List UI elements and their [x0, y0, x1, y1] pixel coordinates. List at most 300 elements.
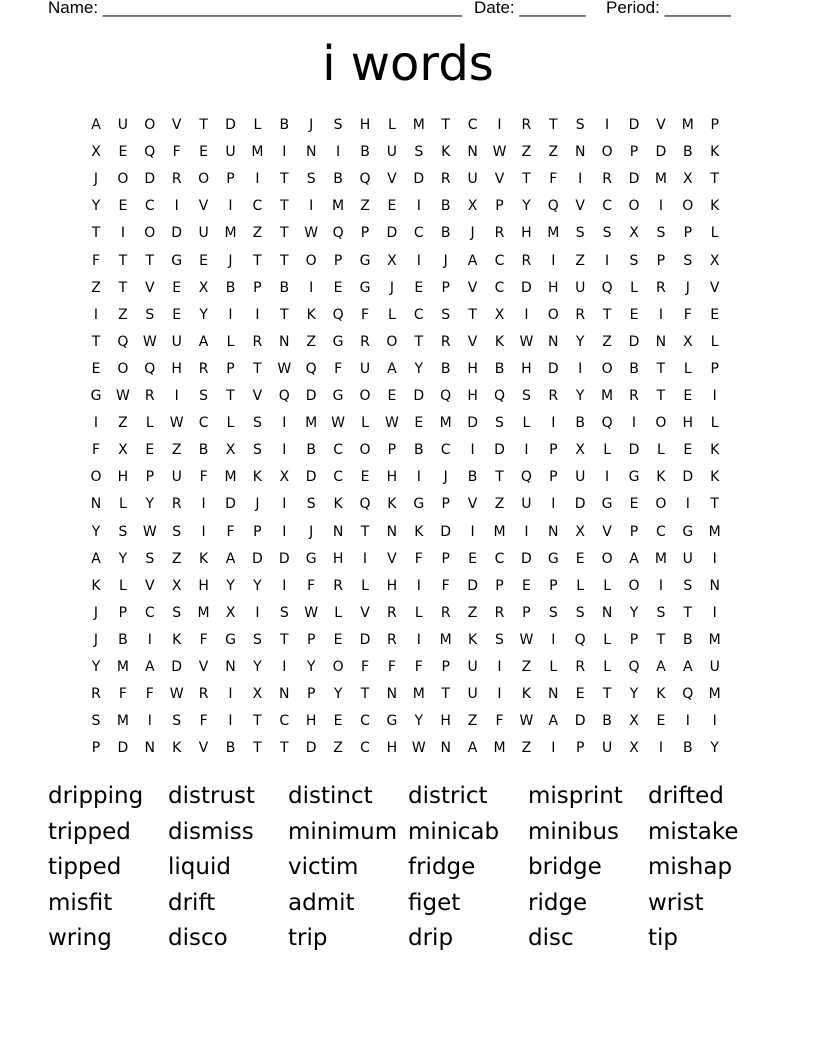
grid-letter: O	[601, 550, 613, 567]
grid-letter: R	[521, 117, 532, 133]
grid-letter: Q	[278, 388, 290, 404]
grid-letter: E	[414, 279, 424, 296]
grid-letter: P	[629, 523, 639, 540]
grid-letter: Z	[360, 198, 370, 215]
grid-letter: K	[199, 550, 209, 567]
grid-letter: Q	[332, 306, 344, 323]
grid-letter: X	[387, 252, 397, 269]
grid-letter: Z	[602, 333, 612, 350]
grid-letter: I	[93, 415, 99, 432]
grid-letter: Y	[199, 306, 208, 323]
grid-letter: D	[494, 442, 505, 459]
grid-letter: S	[118, 523, 128, 540]
grid-letter: B	[682, 631, 693, 648]
grid-letter: C	[360, 740, 370, 757]
grid-letter: A	[145, 659, 155, 675]
grid-letter: Q	[601, 415, 613, 432]
word-bank-item: dripping	[48, 783, 144, 809]
grid-letter: O	[90, 469, 102, 486]
grid-letter: Y	[522, 198, 531, 215]
grid-letter: F	[414, 659, 423, 675]
word-bank-item: drip	[408, 925, 454, 952]
grid-letter: C	[252, 198, 263, 215]
grid-letter: I	[685, 713, 690, 730]
grid-letter: M	[412, 117, 425, 133]
grid-letter: I	[524, 306, 529, 323]
grid-letter: C	[494, 550, 505, 567]
grid-letter: G	[601, 496, 613, 513]
grid-letter: F	[226, 523, 235, 540]
grid-letter: Y	[91, 523, 101, 540]
grid-letter: A	[467, 740, 478, 757]
grid-letter: I	[605, 252, 610, 269]
grid-letter: K	[494, 333, 505, 350]
grid-letter: P	[495, 577, 504, 594]
grid-letter: B	[413, 442, 424, 459]
grid-letter: D	[225, 496, 236, 513]
grid-letter: M	[547, 225, 560, 242]
grid-letter: A	[656, 659, 666, 675]
grid-letter: P	[441, 279, 450, 296]
grid-letter: I	[551, 415, 556, 432]
grid-letter: V	[198, 740, 209, 757]
grid-letter: I	[147, 713, 152, 730]
grid-letter: G	[171, 252, 183, 269]
grid-letter: T	[280, 225, 289, 242]
grid-letter: I	[497, 659, 502, 675]
grid-letter: T	[280, 171, 289, 188]
grid-letter: U	[601, 740, 613, 757]
grid-letter: I	[228, 713, 233, 730]
grid-letter: X	[629, 713, 639, 730]
grid-letter: X	[171, 577, 182, 594]
grid-letter: S	[145, 550, 155, 567]
grid-letter: J	[93, 631, 99, 648]
grid-letter: Y	[253, 659, 262, 675]
grid-letter: C	[333, 469, 343, 486]
grid-letter: F	[199, 469, 208, 486]
grid-letter: Y	[414, 360, 424, 377]
grid-letter: I	[658, 306, 663, 323]
grid-letter: N	[440, 740, 451, 757]
word-bank-item: figet	[408, 889, 461, 916]
grid-letter: K	[414, 523, 424, 540]
grid-letter: T	[91, 333, 101, 350]
grid-letter: O	[144, 225, 156, 242]
grid-letter: J	[685, 279, 690, 296]
grid-letter: Z	[521, 144, 532, 161]
grid-letter: R	[387, 631, 397, 648]
grid-letter: Q	[359, 171, 371, 188]
grid-letter: Z	[333, 740, 343, 757]
grid-letter: N	[144, 740, 156, 757]
grid-letter: L	[549, 659, 558, 675]
grid-letter: E	[91, 360, 101, 377]
grid-letter: B	[467, 469, 478, 486]
grid-letter: T	[710, 171, 719, 188]
grid-letter: R	[629, 388, 639, 404]
grid-letter: V	[467, 496, 478, 513]
grid-letter: R	[360, 333, 370, 350]
grid-letter: I	[201, 496, 206, 513]
grid-letter: T	[549, 117, 558, 133]
grid-letter: C	[494, 279, 505, 296]
grid-letter: S	[333, 117, 343, 133]
grid-letter: U	[521, 496, 532, 513]
grid-letter: L	[603, 442, 611, 459]
grid-letter: P	[549, 469, 558, 486]
grid-letter: J	[255, 496, 260, 513]
grid-letter: P	[118, 604, 128, 621]
grid-letter: I	[282, 496, 287, 513]
grid-letter: I	[201, 523, 206, 540]
grid-letter: U	[198, 225, 209, 242]
word-bank-item: wring	[48, 925, 112, 952]
grid-letter: Q	[117, 333, 129, 350]
grid-letter: G	[225, 631, 236, 648]
grid-letter: N	[548, 523, 559, 540]
grid-letter: X	[225, 604, 236, 621]
grid-letter: D	[413, 388, 425, 404]
grid-letter: T	[253, 740, 262, 757]
grid-letter: L	[710, 225, 719, 242]
grid-letter: M	[493, 740, 506, 757]
grid-letter: U	[359, 360, 371, 377]
grid-letter: F	[360, 659, 370, 675]
grid-letter: B	[602, 713, 612, 730]
grid-letter: H	[682, 415, 694, 432]
grid-letter: D	[171, 659, 183, 675]
grid-letter: E	[118, 144, 128, 161]
grid-letter: D	[413, 171, 425, 188]
grid-letter: I	[228, 198, 233, 215]
grid-letter: I	[255, 306, 260, 323]
word-bank-item: drift	[168, 889, 216, 916]
grid-letter: U	[117, 117, 129, 133]
grid-letter: S	[252, 442, 262, 459]
grid-letter: A	[683, 659, 693, 675]
grid-letter: B	[333, 171, 343, 188]
grid-letter: E	[575, 686, 585, 703]
grid-letter: B	[198, 442, 209, 459]
grid-letter: M	[601, 388, 614, 404]
grid-letter: Z	[521, 740, 532, 757]
grid-letter: U	[467, 659, 478, 675]
grid-letter: G	[547, 550, 559, 567]
grid-letter: I	[174, 198, 179, 215]
grid-letter: Z	[575, 252, 585, 269]
grid-letter: E	[414, 415, 424, 432]
grid-letter: K	[333, 496, 343, 513]
grid-letter: G	[386, 713, 398, 730]
grid-letter: E	[629, 496, 639, 513]
grid-letter: Y	[118, 550, 128, 567]
grid-letter: B	[225, 740, 236, 757]
grid-letter: H	[521, 360, 532, 377]
grid-letter: W	[492, 144, 507, 161]
grid-letter: F	[360, 306, 370, 323]
grid-letter: K	[172, 740, 182, 757]
grid-letter: S	[683, 577, 693, 594]
grid-letter: D	[521, 279, 532, 296]
grid-letter: E	[360, 469, 370, 486]
grid-letter: M	[224, 225, 237, 242]
grid-letter: P	[629, 144, 639, 161]
grid-letter: D	[305, 388, 317, 404]
grid-letter: H	[332, 550, 344, 567]
grid-letter: V	[387, 550, 397, 567]
word-bank-item: distrust	[168, 783, 256, 809]
grid-letter: V	[145, 577, 155, 594]
grid-letter: B	[118, 631, 128, 648]
grid-letter: M	[116, 659, 129, 675]
grid-letter: I	[336, 144, 341, 161]
grid-letter: K	[387, 496, 397, 513]
grid-letter: V	[575, 198, 585, 215]
grid-letter: R	[656, 279, 666, 296]
grid-letter: Q	[440, 388, 452, 404]
grid-letter: C	[602, 198, 612, 215]
grid-letter: T	[656, 360, 666, 377]
grid-letter: A	[548, 713, 559, 730]
grid-letter: L	[361, 577, 369, 594]
grid-letter: I	[712, 604, 717, 621]
grid-letter: M	[654, 550, 667, 567]
grid-letter: T	[253, 713, 262, 730]
grid-letter: L	[361, 415, 369, 432]
grid-letter: V	[198, 659, 209, 675]
grid-letter: F	[387, 659, 396, 675]
grid-letter: G	[359, 252, 371, 269]
grid-letter: I	[685, 496, 690, 513]
grid-letter: F	[683, 306, 692, 323]
grid-letter: V	[171, 117, 182, 133]
grid-letter: Z	[467, 713, 478, 730]
grid-letter: H	[467, 360, 478, 377]
grid-letter: X	[494, 306, 505, 323]
grid-letter: R	[548, 388, 559, 404]
grid-letter: P	[441, 550, 450, 567]
grid-letter: T	[91, 225, 101, 242]
grid-letter: E	[333, 631, 343, 648]
name-field-label: Name: ______________________________________	[48, 0, 463, 17]
grid-letter: E	[172, 306, 182, 323]
grid-letter: N	[225, 659, 236, 675]
grid-letter: P	[333, 252, 343, 269]
grid-letter: W	[304, 225, 319, 242]
grid-letter: O	[359, 442, 371, 459]
grid-letter: S	[495, 415, 504, 432]
grid-letter: T	[253, 252, 262, 269]
word-bank-item: minicab	[408, 818, 500, 845]
grid-letter: P	[495, 198, 504, 215]
grid-letter: E	[387, 198, 397, 215]
grid-letter: E	[333, 279, 343, 296]
grid-letter: K	[306, 306, 316, 323]
grid-letter: C	[440, 442, 451, 459]
grid-letter: O	[601, 144, 613, 161]
word-bank-item: victim	[288, 854, 359, 881]
grid-letter: R	[198, 360, 209, 377]
grid-letter: T	[280, 631, 289, 648]
word-bank-item: ridge	[528, 889, 588, 916]
grid-letter: L	[414, 604, 423, 621]
grid-letter: T	[253, 360, 262, 377]
grid-letter: P	[549, 442, 558, 459]
grid-letter: O	[359, 388, 371, 404]
grid-letter: I	[524, 523, 529, 540]
grid-letter: D	[521, 550, 532, 567]
word-bank-item: wrist	[648, 889, 704, 916]
grid-letter: S	[656, 225, 666, 242]
grid-letter: N	[90, 496, 102, 513]
grid-letter: I	[282, 415, 287, 432]
grid-letter: Y	[575, 333, 585, 350]
grid-letter: I	[416, 252, 421, 269]
grid-letter: D	[386, 225, 398, 242]
grid-letter: Y	[253, 577, 262, 594]
word-bank-item: distinct	[288, 783, 373, 809]
grid-letter: C	[144, 198, 155, 215]
grid-letter: J	[443, 252, 448, 269]
grid-letter: Z	[91, 279, 101, 296]
grid-letter: P	[253, 523, 262, 540]
grid-letter: R	[333, 577, 343, 594]
grid-letter: M	[681, 117, 694, 133]
grid-letter: S	[575, 604, 585, 621]
grid-letter: S	[252, 631, 262, 648]
grid-letter: T	[710, 496, 719, 513]
grid-letter: T	[602, 686, 612, 703]
grid-letter: W	[142, 523, 157, 540]
grid-letter: J	[309, 523, 314, 540]
word-bank-item: tripped	[48, 818, 131, 845]
grid-letter: M	[332, 198, 345, 215]
grid-letter: R	[521, 252, 532, 269]
grid-letter: R	[440, 333, 451, 350]
grid-letter: I	[658, 198, 663, 215]
grid-letter: S	[575, 225, 585, 242]
grid-letter: S	[575, 117, 585, 133]
grid-letter: I	[605, 469, 610, 486]
grid-letter: R	[440, 171, 451, 188]
grid-letter: C	[279, 713, 290, 730]
grid-letter: Y	[333, 686, 343, 703]
grid-letter: T	[280, 252, 289, 269]
grid-letter: N	[279, 686, 290, 703]
grid-letter: M	[654, 171, 667, 188]
grid-letter: K	[172, 631, 182, 648]
grid-letter: D	[682, 469, 694, 486]
grid-letter: I	[470, 442, 475, 459]
word-bank-item: fridge	[408, 854, 476, 881]
grid-letter: L	[387, 306, 396, 323]
grid-letter: A	[225, 550, 236, 567]
grid-letter: I	[658, 577, 663, 594]
grid-letter: F	[172, 144, 181, 161]
grid-letter: L	[683, 360, 692, 377]
grid-letter: D	[144, 171, 156, 188]
word-bank-item: mishap	[648, 854, 733, 881]
grid-letter: Z	[252, 225, 263, 242]
grid-letter: S	[91, 713, 101, 730]
grid-letter: N	[709, 577, 720, 594]
grid-letter: H	[305, 713, 317, 730]
grid-letter: U	[575, 279, 586, 296]
grid-letter: Q	[144, 360, 156, 377]
grid-letter: E	[118, 198, 128, 215]
grid-letter: S	[199, 388, 209, 404]
grid-letter: I	[309, 279, 314, 296]
word-bank-item: misfit	[48, 889, 113, 916]
grid-letter: R	[494, 225, 505, 242]
grid-letter: O	[655, 415, 667, 432]
grid-letter: M	[493, 523, 506, 540]
grid-letter: I	[282, 659, 287, 675]
grid-letter: P	[226, 171, 235, 188]
grid-letter: M	[439, 415, 452, 432]
grid-letter: T	[199, 117, 208, 133]
grid-letter: P	[441, 496, 450, 513]
grid-letter: U	[467, 171, 478, 188]
grid-letter: S	[656, 604, 666, 621]
grid-letter: I	[551, 631, 556, 648]
grid-letter: A	[467, 252, 478, 269]
word-bank-item: drifted	[648, 783, 724, 809]
grid-letter: F	[549, 171, 558, 188]
grid-letter: D	[628, 442, 640, 459]
grid-letter: T	[118, 279, 128, 296]
grid-letter: S	[172, 713, 182, 730]
grid-letter: S	[252, 415, 262, 432]
grid-letter: J	[389, 279, 394, 296]
grid-letter: L	[656, 442, 665, 459]
grid-letter: Q	[682, 686, 694, 703]
grid-letter: N	[467, 144, 478, 161]
grid-letter: D	[117, 740, 129, 757]
grid-letter: H	[386, 469, 398, 486]
grid-letter: E	[145, 442, 155, 459]
grid-letter: E	[387, 388, 397, 404]
grid-letter: D	[574, 713, 586, 730]
grid-letter: Z	[171, 442, 182, 459]
grid-letter: D	[305, 469, 317, 486]
grid-letter: I	[631, 415, 637, 432]
grid-letter: P	[710, 360, 719, 377]
grid-letter: O	[628, 577, 640, 594]
grid-letter: R	[144, 388, 155, 404]
grid-letter: S	[602, 225, 612, 242]
grid-letter: M	[197, 604, 210, 621]
grid-letter: T	[280, 198, 289, 215]
grid-letter: P	[575, 740, 585, 757]
grid-letter: Y	[629, 604, 639, 621]
grid-letter: L	[710, 333, 719, 350]
grid-letter: R	[575, 306, 586, 323]
grid-letter: I	[551, 252, 556, 269]
grid-letter: G	[413, 496, 425, 513]
grid-letter: I	[255, 604, 260, 621]
grid-letter: M	[412, 686, 425, 703]
grid-letter: C	[656, 523, 666, 540]
grid-letter: E	[683, 442, 693, 459]
grid-letter: C	[413, 306, 424, 323]
grid-letter: I	[578, 360, 583, 377]
grid-letter: O	[198, 171, 210, 188]
grid-letter: O	[117, 360, 129, 377]
word-bank-item: disc	[528, 925, 574, 952]
grid-letter: C	[198, 415, 209, 432]
